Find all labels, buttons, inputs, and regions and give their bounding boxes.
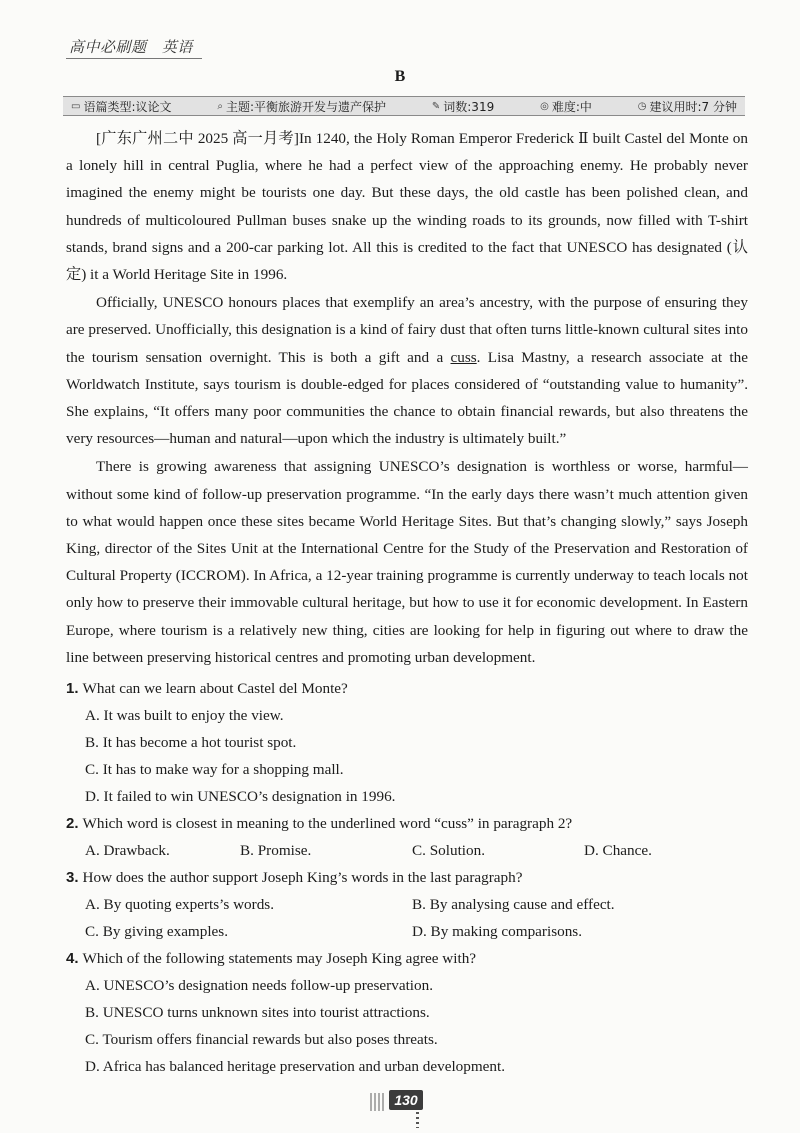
options-row [66, 918, 748, 945]
subject-label: 英语 [161, 38, 193, 56]
question-number: 4. [66, 950, 79, 967]
reading-passage [66, 125, 748, 671]
options-row [66, 891, 748, 918]
search-icon: ⌕ [217, 100, 223, 112]
question-text: Which of the following statements may Joseph King agree with? [82, 950, 477, 967]
option: C. Tourism offers financial rewards but also poses threats. [85, 1031, 438, 1048]
passage-info-bar [63, 96, 745, 116]
question-4 [66, 945, 748, 1080]
options-row [66, 837, 748, 864]
info-word-count [432, 98, 494, 115]
option: B. By analysing cause and effect. [412, 896, 615, 913]
document-icon: ▭ [71, 100, 81, 112]
question-1 [66, 675, 748, 810]
pen-icon: ✎ [431, 100, 441, 112]
info-genre-text: 语篇类型:议论文 [83, 99, 172, 114]
option: C. By giving examples. [85, 923, 229, 940]
question-text: What can we learn about Castel del Monte? [82, 680, 348, 697]
page-number-decoration [370, 1093, 386, 1111]
info-time-text: 建议用时:7 分钟 [649, 99, 737, 114]
option: D. Africa has balanced heritage preservation and urban development. [85, 1058, 506, 1075]
option: D. It failed to win UNESCO’s designation in 1996. [85, 788, 396, 805]
paragraph-2 [66, 289, 748, 452]
question-text: How does the author support Joseph King’s words in the last paragraph? [82, 869, 523, 886]
question-text: Which word is closest in meaning to the underlined word “cuss” in paragraph 2? [82, 815, 573, 832]
book-title: 高中必刷题 [69, 38, 147, 56]
paragraph-1 [66, 125, 748, 288]
question-number: 1. [66, 680, 79, 697]
option: D. Chance. [584, 842, 652, 859]
option: D. By making comparisons. [412, 923, 582, 940]
info-topic-text: 主题:平衡旅游开发与遗产保护 [225, 99, 387, 114]
paragraph-2-after: . Lisa Mastny, a research associate at the Worldwatch Institute, says tourism is double-edged for places considered of “outstanding value to humanity”. She explains, “It offers many poor communities the chance to obtain financial rewards, but also threatens the very resources—human and natural—upon which the industry is ultimately built.” [66, 348, 748, 448]
option: B. Promise. [240, 842, 312, 859]
question-stem [66, 945, 748, 972]
paragraph-1-text-a: In 1240, the Holy Roman Emperor Frederick Ⅱ built Castel del Monte on a lonely hill in central Puglia, where he had a perfect view of the approaching enemy. He probably never imagined the enemy might be tourists one day. But these days, the old castle has been polished clean, and hundreds of multicoloured Pullman buses snake up the winding roads to its grounds, now filled with T-shirt stands, brand signs and a 200-car parking lot. All this is credited to the fact that UNESCO has designated [66, 130, 748, 256]
question-3 [66, 864, 748, 945]
underlined-word: cuss [450, 348, 477, 366]
page-number: 130 [389, 1090, 423, 1110]
option: A. It was built to enjoy the view. [85, 707, 284, 724]
clock-icon: ◷ [637, 100, 647, 112]
question-number: 3. [66, 869, 79, 886]
info-word-count-text: 词数:319 [443, 99, 495, 114]
page-number-dots [416, 1112, 419, 1128]
option: C. It has to make way for a shopping mall. [85, 761, 344, 778]
paragraph-2-before: Officially, UNESCO honours places that exemplify an area’s ancestry, with the purpose of ensuring they are preserved. Unofficially, this designation is a kind of fairy dust that often turns little-known cultural sites into the tourism sensation overnight. This is both a gift and a [66, 294, 748, 366]
option: A. By quoting experts’s words. [85, 896, 274, 913]
target-icon: ◎ [540, 100, 549, 112]
info-difficulty [540, 98, 592, 115]
info-difficulty-text: 难度:中 [551, 99, 592, 114]
option: A. UNESCO’s designation needs follow-up preservation. [85, 977, 433, 994]
running-header [69, 36, 193, 57]
option: B. It has become a hot tourist spot. [85, 734, 297, 751]
option: C. Solution. [412, 842, 486, 859]
question-stem [66, 675, 748, 702]
info-genre [71, 98, 172, 115]
gloss: (认定) [66, 238, 748, 284]
option: B. UNESCO turns unknown sites into tourist attractions. [85, 1004, 430, 1021]
header-rule [66, 58, 202, 59]
question-stem [66, 864, 748, 891]
passage-source: [广东广州二中 2025 高一月考] [96, 130, 299, 147]
paragraph-1-text-b: it a World Heritage Site in 1996. [86, 266, 288, 284]
question-number: 2. [66, 815, 79, 832]
section-label: B [394, 68, 406, 85]
question-list [66, 675, 748, 1080]
question-stem [66, 810, 748, 837]
info-time [638, 98, 737, 115]
question-2 [66, 810, 748, 864]
paragraph-3: There is growing awareness that assigning UNESCO’s designation is worthless or worse, harmful—without some kind of follow-up preservation programme. “In the early days there wasn’t much attention given to what would happen once these sites became World Heritage Sites. But that’s changing slowly,” says Joseph King, director of the Sites Unit at the International Centre for the Study of the Preservation and Restoration of Cultural Property (ICCROM). In Africa, a 12-year training programme is currently underway to teach locals not only how to preserve their immovable cultural heritage, but how to use it for economic development. In Eastern Europe, where tourism is a relatively new thing, cities are looking for help in figuring out where to draw the line between preserving historical centres and promoting urban development. [66, 458, 748, 666]
info-topic [217, 98, 386, 115]
option: A. Drawback. [85, 842, 170, 859]
